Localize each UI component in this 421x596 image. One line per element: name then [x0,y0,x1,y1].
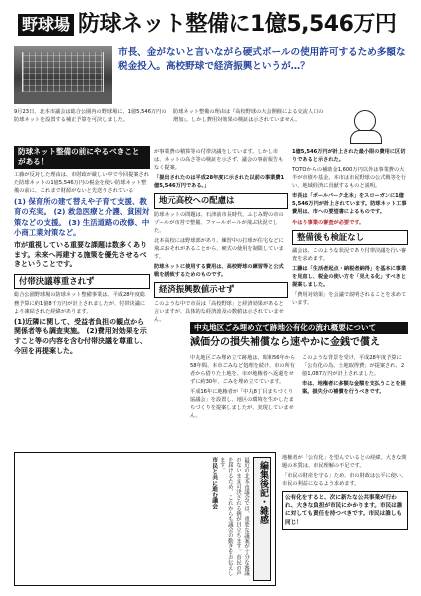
sec3-paragraph-4: 北本高校には野球部があり、練習中の打球が住宅などに飛ぶおそれがあることから、硬式の使用を制限しています。 [154,237,284,260]
sec3-paragraph-1: が事業費の積算等の付帯決議をしています。しかし市は、ネットの高さ等の検証を示さず、議会の事前報告もなく提案。 [154,149,284,172]
sec4-paragraph-1: 1億5,546万円が計上された最小限の費用に区切りであると示された。 [292,149,406,164]
headline-tag: 野球場 [18,14,74,36]
column-a [14,146,150,357]
editorial-text: 最近の北本市議会では、重要な議案が十分な審議のないまま可決される例が目立ちます。市民の声を届けるため、これからも議会の動きをお伝えします。 [218,457,250,576]
column-b [154,146,288,324]
sec3-title-2: 経済振興数値示せず [154,282,288,297]
cartoon-illustration [332,108,406,144]
sec1-paragraph-1: 工藤が反対した理由は、市財政が厳しい中で今回提案された防球ネットの1億5,546万円の税金を使い防球ネット整備の前に、これまで財源がないと先送りされている [14,171,149,194]
intro-col-1: 9月23日、北本市議会は総合公園内の野球場に、1億5,546万円の防球ネットを設置する補正予算を可決しました。 [14,109,167,124]
column-c [292,146,408,307]
editorial-side-note: 市民と共に進む議会 [210,457,217,510]
sec4-paragraph-4: やはり事業の審査が必要です。 [292,219,365,226]
sec2-title: 付帯決議尊重されず [14,274,150,289]
sec5-title: 整備後も検証なし [292,230,408,245]
intro [14,108,406,144]
sec1-paragraph-2: 市が重視している重要な課題は数多くあります。未来へ再建する施策を優先させるべきということです。 [14,240,147,269]
editorial-heading: 編集後記・雑感 [253,457,271,581]
mid-columns [190,352,408,421]
mid-col-1 [190,352,296,421]
sec2-paragraph-2: (1)近隣に関して、受益者負担の観点から関係者等も調査実施。 (2)費用対効果を示すこと等の内容を含む付帯決議を尊重し、今回を再提案した。 [14,317,147,356]
right-paragraph-2: 「市民の財産を守る」ため、市の財政は公平に使い、市民の利益になるよう求めます。 [282,473,407,488]
editorial-box [14,452,276,586]
headline [18,9,403,41]
mid-paragraph-1: 中丸地区ごみ埋め立て跡地は、昭和56年から58年間、本市ごみなど処理を続け、市の所有者から借りた土地を、市が地権者へ返還をせずに約30年、ごみを埋め立てています。 [190,355,296,386]
mid-col-2 [302,352,408,421]
sec5-paragraph-1: 議会は、このような状況であり付帯決議を行い審査を求めます。 [292,247,407,262]
mid-paragraph-3: このような背景を受け、平成28年度予算に「公有化の為、土地取得費」が提案され、2億1,087万円が計上されました。 [302,355,405,378]
lead-text: 市長、金がないと言いながら硬式ボールの使用許可するため多額な税金投入。高校野球で経済振興というが…？ [118,47,406,73]
mid-paragraph-2: 平成16年に地権者が「中丸8丁目まちづくり協議会」を設置し、地区の環境を生かしたまちづくりを提案しましたが、実現していません。 [190,389,294,420]
sec3-paragraph-5: 防球ネットに使用する費用は、高校野球の練習等と公式戦を誘致するためのものです。 [154,264,284,279]
sec4-paragraph-3: 市長は「ボールパーク北本」をスローガンに1億5,546万円が計上されています。防球ネット工事費用は、市への要望書によるものです。 [292,193,407,216]
net-illustration [22,52,104,92]
sec5-paragraph-2: 工藤は「生活者起点・納税者納得」を基本に事業を見直し、税金の使い方を「見える化」すべきと提案しました。 [292,266,407,289]
right-paragraph-1: 地権者が「公有化」を望んでいるとの経緯。大きな問題の本質は、市民理解の不足です。 [282,455,407,470]
sec3-paragraph-2: 「提出されたのは平成28年度に示された以前の事業費1億5,546万円である。」 [154,175,285,190]
right-callout-box: 公有化をすると、次に新たな公共事業が行われ、大きな負担が市民にかかります。市民は誰に対しても責任を持つべきです。市民は誰しも同じ！ [282,491,408,529]
section-band-2: 中丸地区ごみ埋め立て跡地公有化の流れ概要について [190,322,408,334]
sec3-paragraph-3: 防球ネットの問題は、石津前市長時代、ふじみ野の市のプールが市営で整備、ファールボールが飛ぶ状況でした。 [154,211,284,234]
sec3-paragraph-6: このような中で市長は「高校野球」と経済効果があると言いますが、具体的な経済波及の数値は示されていません。 [154,300,284,323]
sec5-paragraph-3: 「費用対効果」を会議で説明されることを求めています。 [292,292,407,307]
mid-paragraph-4: 市は、地権者に多額な金額を支払うことを提案。損失分の補償を行うべきです。 [302,381,406,396]
column-right-bottom [282,452,408,530]
sec4-paragraph-2: TOTOからの補助金1,600万円以外は事業費の大半が市債や基金。本市は市民野球の公式戦等を行い、地域経済に貢献するものと説明。 [292,167,407,190]
sec2-paragraph-1: 総合公園野球場の防球ネット整備事業は、平成28年度総務予算に約1億8千万円が計上されましたが、付帯決議により凍結された経緯があります。 [14,292,146,315]
intro-col-2: 防球ネット整備の理由は『高校野球の大会開催による交流人口の増加』。しかし費用対効果の検証は示されていません。 [173,109,324,124]
mid-headline: 減価分の損失補償なら速やかに金銭で償え [190,337,380,348]
section-band-1: 防球ネット整備の前にやるべきことがある！ [14,146,150,169]
headline-main: 防球ネット整備に1億5,546万円 [78,11,397,37]
sec1-priority-list: (1) 保育所の建て替えや子育て支援、教育の充実。 (2) 救急医療と介護、貧困対策などの支援。 (3) 生活道路の改修、中小商工業対策など。 [14,196,150,238]
baseball-field-photo [14,46,112,104]
sec3-title: 地元高校への配慮は [154,193,288,208]
